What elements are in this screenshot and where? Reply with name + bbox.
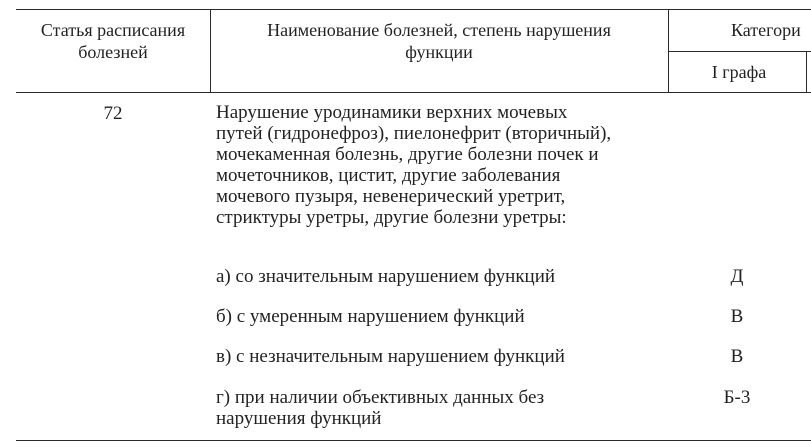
header-divider-2: [668, 9, 669, 93]
intro-line: стриктуры уретры, другие болезни уретры:: [216, 207, 567, 228]
subheader-divider: [806, 51, 807, 93]
header-disease-line: Наименование болезней, степень нарушения: [267, 20, 611, 40]
item-b-category: В: [730, 306, 744, 327]
header-article-line: Статья расписания: [40, 20, 186, 40]
intro-line: мочевого пузыря, невенерический уретрит,: [216, 186, 566, 207]
item-d-line: нарушения функций: [216, 408, 382, 429]
header-bottom-border: [16, 92, 811, 93]
table-top-border: [16, 9, 811, 10]
intro-line: мочеточников, цистит, другие заболевания: [216, 165, 561, 186]
item-a-text: а) со значительным нарушением функций: [216, 266, 556, 287]
item-a-category: Д: [730, 266, 744, 287]
item-d-line: г) при наличии объективных данных без: [216, 387, 545, 408]
header-column-1: I графа: [711, 62, 767, 82]
header-divider-1: [210, 9, 211, 93]
header-disease-name: [212, 19, 666, 63]
item-d-category: Б-3: [723, 387, 751, 408]
category-subheader-border: [668, 51, 811, 52]
item-d-text: [216, 387, 544, 429]
header-article-line: болезней: [78, 42, 148, 62]
article-number: 72: [103, 103, 123, 124]
intro-line: Нарушение уродинамики верхних мочевых: [216, 102, 568, 123]
item-c-text: в) с незначительным нарушением функций: [216, 346, 565, 367]
item-c-category: В: [730, 346, 744, 367]
header-article: [18, 19, 208, 63]
header-categories: Категори: [731, 20, 801, 40]
table-bottom-border: [16, 440, 811, 441]
intro-line: путей (гидронефроз), пиелонефрит (вторичный),: [216, 123, 612, 144]
header-disease-line: функции: [405, 42, 473, 62]
intro-line: мочекаменная болезнь, другие болезни почек и: [216, 144, 599, 165]
item-b-text: б) с умеренным нарушением функций: [216, 306, 525, 327]
disease-intro: [216, 102, 611, 228]
